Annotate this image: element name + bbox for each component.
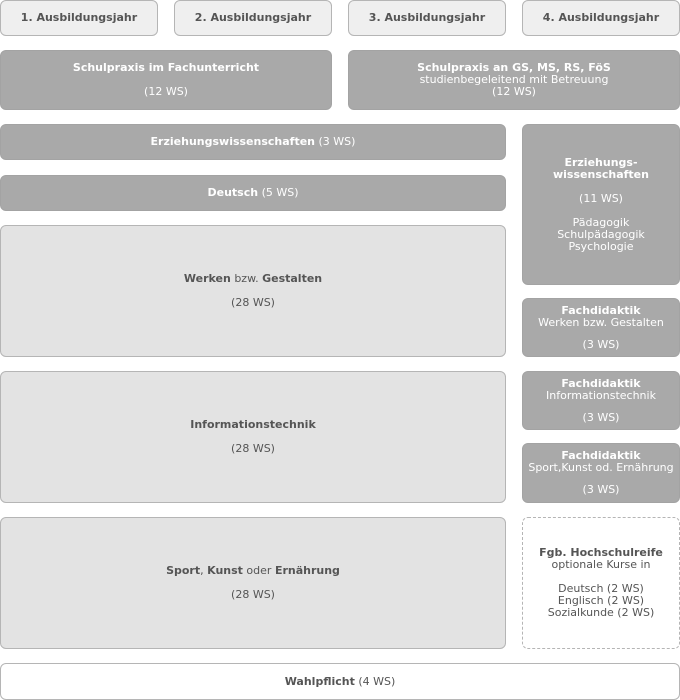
fachdidaktik-it-subject: Informationstechnik — [546, 388, 656, 402]
year-header-3 — [348, 0, 506, 36]
wahlpflicht-box — [0, 663, 680, 700]
psychologie-item: Psychologie — [568, 239, 634, 253]
fachdidaktik-werken-box — [522, 298, 680, 357]
fachdidaktik-it-box — [522, 371, 680, 430]
fachdidaktik-sport-ws: (3 WS) — [582, 483, 620, 496]
sport-kunst-ernaehrung-box — [0, 517, 506, 649]
fgb-hochschulreife-subtitle: optionale Kurse in — [551, 558, 651, 571]
fachdidaktik-werken-subject: Werken bzw. Gestalten — [538, 315, 664, 329]
informationstechnik-ws: (28 WS) — [231, 442, 275, 455]
wahlpflicht-ws: (4 WS) — [358, 674, 396, 688]
year-header-2 — [174, 0, 332, 36]
erziehungswissenschaften-title: Erziehungswissenschaften — [150, 135, 316, 148]
schulpraxis-fachunterricht-box — [0, 50, 332, 110]
year-header-4 — [522, 0, 680, 36]
fachdidaktik-it-title: Fachdidaktik — [561, 376, 641, 390]
schulpraxis-schularten-title: Schulpraxis an GS, MS, RS, FöS — [417, 61, 611, 74]
fachdidaktik-sport-title: Fachdidaktik — [561, 449, 641, 462]
sport-title: Sport — [166, 564, 201, 577]
year-header-3-label: 3. Ausbildungsjahr — [368, 11, 486, 24]
erziehungswissenschaften-ws: (3 WS) — [318, 135, 356, 148]
schulpraxis-fachunterricht-ws: (12 WS) — [144, 85, 188, 98]
gestalten-title: Gestalten — [262, 272, 323, 285]
year-header-4-label: 4. Ausbildungsjahr — [542, 11, 660, 24]
erziehungswissenschaften-right-title-line2: wissenschaften — [553, 167, 649, 181]
schulpraxis-fachunterricht-title: Schulpraxis im Fachunterricht — [72, 61, 260, 74]
schulpaedagogik-item: Schulpädagogik — [557, 227, 645, 241]
informationstechnik-title: Informationstechnik — [190, 418, 316, 431]
fachdidaktik-sport-subject: Sport,Kunst od. Ernährung — [528, 461, 674, 474]
paedagogik-item: Pädagogik — [572, 215, 630, 229]
deutsch-title: Deutsch — [207, 186, 259, 199]
deutsch-box — [0, 175, 506, 211]
erziehungswissenschaften-right-ws: (11 WS) — [579, 191, 623, 205]
erziehungswissenschaften-right-title-line1: Erziehungs- — [564, 155, 638, 169]
fgb-hochschulreife-box — [522, 517, 680, 649]
schulpraxis-schularten-box — [348, 50, 680, 110]
deutsch-ws: (5 WS) — [261, 186, 299, 199]
fachdidaktik-sport-box — [522, 443, 680, 503]
wahlpflicht-title: Wahlpflicht — [284, 674, 355, 688]
informationstechnik-box — [0, 371, 506, 503]
werken-gestalten-ws: (28 WS) — [231, 296, 275, 309]
ernaehrung-title: Ernährung — [274, 564, 340, 577]
fachdidaktik-werken-ws: (3 WS) — [582, 337, 620, 351]
sport-connector: oder — [246, 564, 272, 577]
sport-kunst-ernaehrung-ws: (28 WS) — [231, 588, 275, 601]
werken-title: Werken — [183, 272, 231, 285]
fgb-course-sozialkunde: Sozialkunde (2 WS) — [547, 606, 655, 619]
fachdidaktik-werken-title: Fachdidaktik — [561, 303, 641, 317]
kunst-title: Kunst — [207, 564, 243, 577]
erziehungswissenschaften-box — [0, 124, 506, 160]
sport-separator: , — [200, 564, 204, 577]
erziehungswissenschaften-right-box — [522, 124, 680, 285]
year-header-1 — [0, 0, 158, 36]
werken-connector: bzw. — [234, 272, 259, 285]
fachdidaktik-it-ws: (3 WS) — [582, 410, 620, 424]
year-header-1-label: 1. Ausbildungsjahr — [20, 11, 138, 24]
fgb-course-deutsch: Deutsch (2 WS) — [558, 582, 644, 595]
werken-gestalten-box — [0, 225, 506, 357]
schulpraxis-schularten-ws: (12 WS) — [492, 85, 536, 98]
fgb-course-englisch: Englisch (2 WS) — [557, 594, 645, 607]
year-header-2-label: 2. Ausbildungsjahr — [194, 11, 312, 24]
schulpraxis-schularten-subtitle: studienbegeleitend mit Betreuung — [419, 73, 609, 86]
fgb-hochschulreife-title: Fgb. Hochschulreife — [539, 546, 663, 559]
